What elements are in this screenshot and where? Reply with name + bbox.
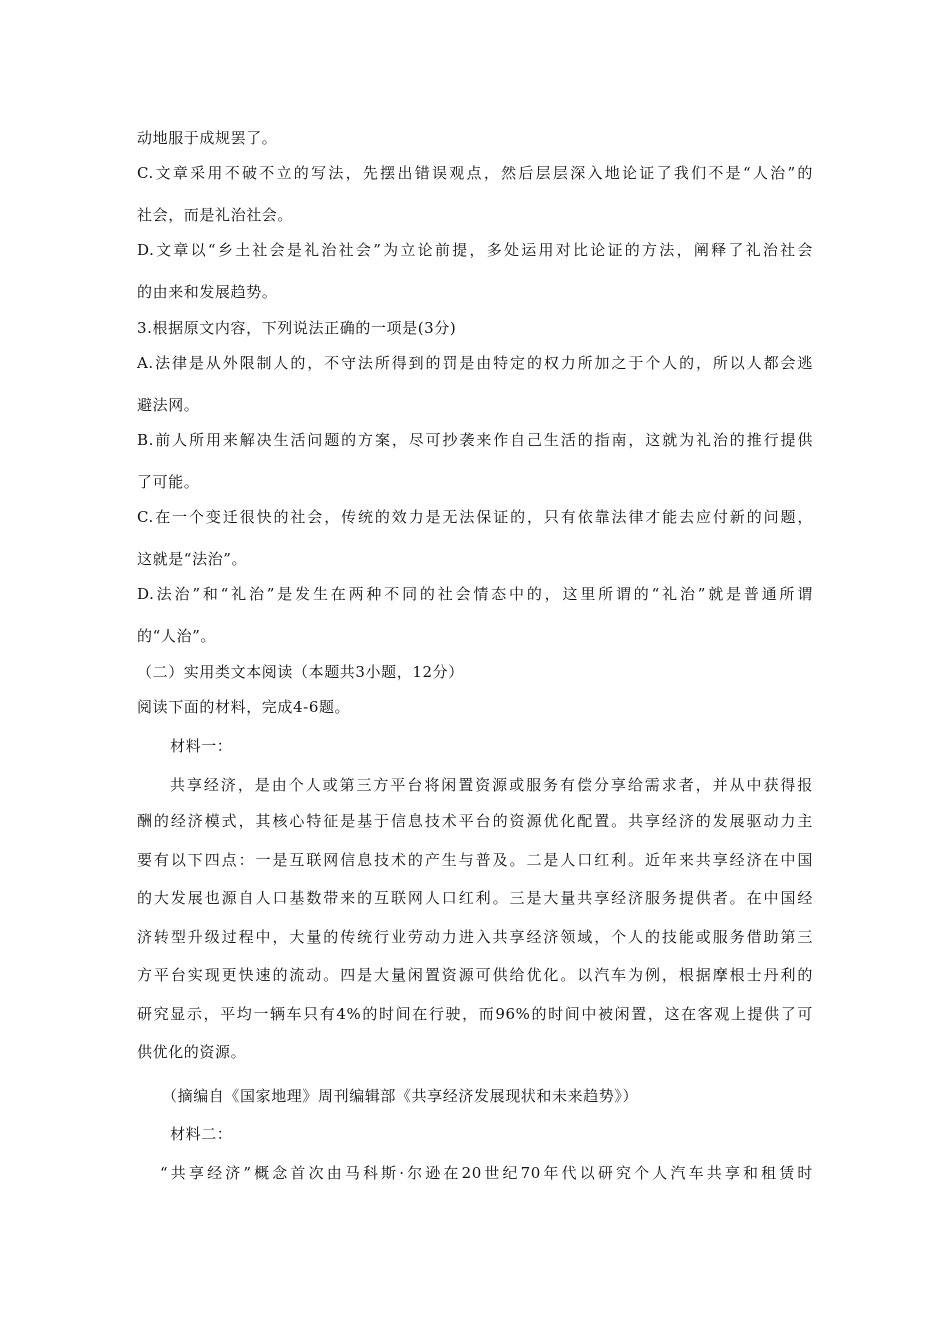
- paragraph-line: 共享经济，是由个人或第三方平台将闲置资源或服务有偿分享给需求者，并从中获得报: [170, 776, 813, 794]
- text-line: 这就是“法治”。: [137, 550, 248, 568]
- material-two-label: 材料二：: [170, 1125, 233, 1143]
- source-citation: （摘编自《国家地理》周刊编辑部《共享经济发展现状和未来趋势》）: [162, 1087, 639, 1105]
- text-line: 的由来和发展趋势。: [137, 283, 278, 301]
- paragraph-line: 酬的经济模式，其核心特征是基于信息技术平台的资源优化配置。共享经济的发展驱动力主: [137, 812, 813, 830]
- paragraph-line: 研究显示，平均一辆车只有4%的时间在行驶，而96%的时间中被闲置，这在客观上提供了可: [137, 1005, 813, 1023]
- option-c-line: C.在一个变迁很快的社会，传统的效力是无法保证的，只有依靠法律才能去应付新的问题，: [137, 508, 813, 526]
- section-heading: （二）实用类文本阅读（本题共3小题，12分）: [137, 663, 464, 681]
- paragraph-line: 方平台实现更快速的流动。四是大量闲置资源可供给优化。以汽车为例，根据摩根士丹利的: [137, 966, 813, 984]
- option-a-line: A.法律是从外限制人的，不守法所得到的罚是由特定的权力所加之于个人的，所以人都会逃: [137, 354, 813, 372]
- paragraph-line: 要有以下四点：一是互联网信息技术的产生与普及。二是人口红利。近年来共享经济在中国: [137, 851, 813, 869]
- text-line: 了可能。: [137, 473, 200, 491]
- option-b-line: B.前人所用来解决生活问题的方案，尽可抄袭来作自己生活的指南，这就为礼治的推行提供: [137, 431, 813, 449]
- paragraph-line: 的大发展也源自人口基数带来的互联网人口红利。三是大量共享经济服务提供者。在中国经: [137, 889, 813, 907]
- instruction-line: 阅读下面的材料，完成4-6题。: [137, 698, 351, 716]
- text-line: 社会，而是礼治社会。: [137, 206, 294, 224]
- option-d-line: D.法治”和“礼治”是发生在两种不同的社会情态中的，这里所谓的“礼治”就是普通所谓: [137, 585, 813, 603]
- text-line: 的“人治”。: [137, 627, 216, 645]
- material-one-label: 材料一：: [170, 737, 233, 755]
- option-d-line: D.文章以“乡土社会是礼治社会”为立论前提，多处运用对比论证的方法，阐释了礼治社会: [137, 241, 813, 259]
- question-3-stem: 3.根据原文内容，下列说法正确的一项是(3分): [137, 319, 457, 337]
- paragraph-line: 济转型升级过程中，大量的传统行业劳动力进入共享经济领域，个人的技能或服务借助第三: [137, 928, 813, 946]
- option-c-line: C.文章采用不破不立的写法，先摆出错误观点，然后层层深入地论证了我们不是“人治”的: [137, 164, 813, 182]
- paragraph-line: “共享经济”概念首次由马科斯·尔逊在20世纪70年代以研究个人汽车共享和租赁时: [160, 1164, 813, 1182]
- text-line: 动地服于成规罢了。: [137, 129, 278, 147]
- paragraph-line: 供优化的资源。: [137, 1043, 247, 1061]
- text-line: 避法网。: [137, 396, 200, 414]
